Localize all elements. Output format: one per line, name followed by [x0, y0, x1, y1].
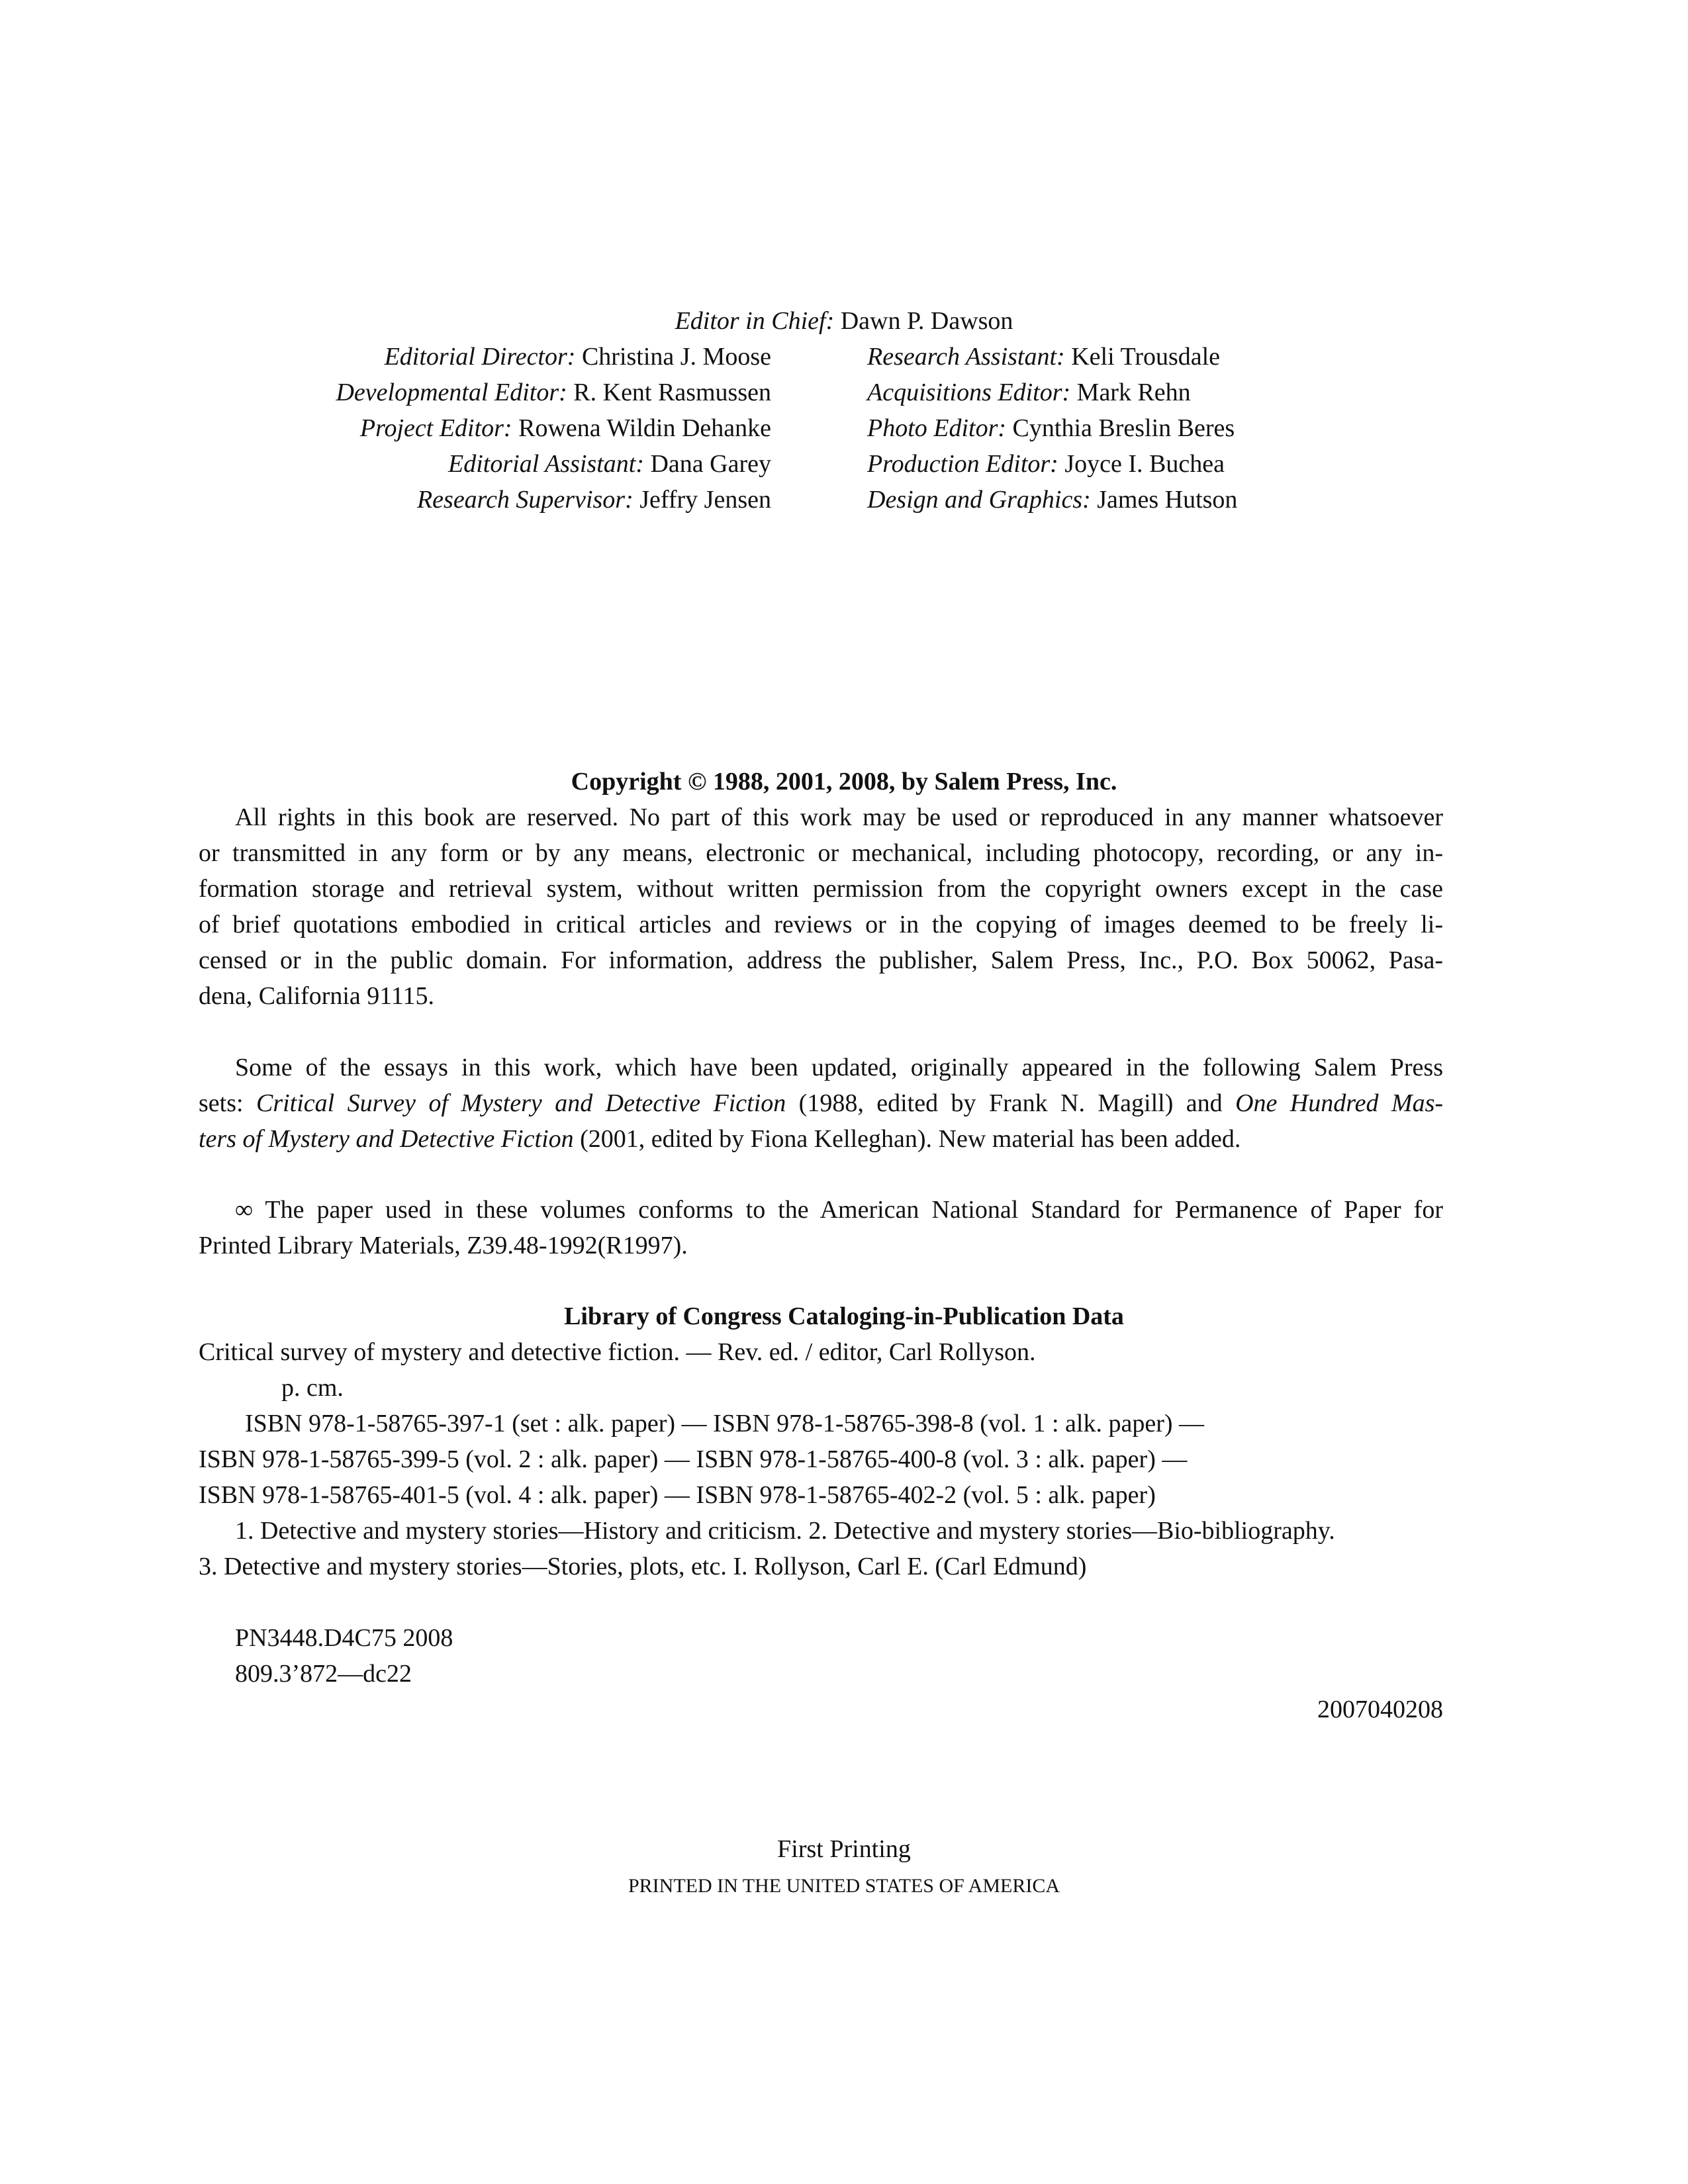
role-label: Developmental Editor:: [336, 379, 567, 406]
person-name: Joyce I. Buchea: [1064, 450, 1225, 478]
role-label: Editorial Director:: [384, 343, 576, 371]
role-label: Editorial Assistant:: [448, 450, 644, 478]
copyright-line: of brief quotations embodied in critical articles and reviews or in the copying of images deemed to be freely li-: [199, 911, 1443, 938]
role-label: Project Editor:: [359, 414, 512, 442]
cip-block: [199, 1334, 1443, 1727]
cip-lcc: PN3448.D4C75 2008: [235, 1624, 453, 1652]
copyright-heading: Copyright © 1988, 2001, 2008, by Salem Press, Inc.: [571, 768, 1117, 796]
copyright-notice: [199, 799, 1443, 1014]
credit-right-1: [867, 339, 1220, 375]
editor-in-chief: [0, 303, 1688, 339]
cip-title-line: Critical survey of mystery and detective fiction. — Rev. ed. / editor, Carl Rollyson.: [199, 1338, 1036, 1366]
copyright-line: All rights in this book are reserved. No part of this work may be used or reproduced in any manner whatsoever: [235, 803, 1443, 831]
role-label: Acquisitions Editor:: [867, 379, 1071, 406]
cip-isbn-line: ISBN 978-1-58765-397-1 (set : alk. paper) — ISBN 978-1-58765-398-8 (vol. 1 : alk. paper) —: [245, 1410, 1205, 1437]
credit-left-2: [336, 375, 771, 410]
copyright-line: formation storage and retrieval system, without written permission from the copyright owners except in the case: [199, 875, 1443, 903]
role-label: Editor in Chief:: [675, 307, 835, 335]
cip-heading: Library of Congress Cataloging-in-Publication Data: [564, 1302, 1124, 1330]
person-name: Cynthia Breslin Beres: [1012, 414, 1235, 442]
cip-ddc: 809.3’872—dc22: [235, 1660, 412, 1688]
first-printing: First Printing: [777, 1835, 911, 1863]
cip-isbn-line: ISBN 978-1-58765-401-5 (vol. 4 : alk. paper) — ISBN 978-1-58765-402-2 (vol. 5 : alk. paper): [199, 1481, 1156, 1509]
origin-line: ters of Mystery and Detective Fiction (2001, edited by Fiona Kelleghan). New material has been added.: [199, 1125, 1241, 1153]
credit-left-5: [417, 482, 771, 518]
role-label: Photo Editor:: [867, 414, 1007, 442]
person-name: Jeffry Jensen: [639, 486, 771, 514]
paper-line: ∞ The paper used in these volumes conforms to the American National Standard for Permanence of Paper for: [235, 1196, 1443, 1224]
copyright-line: censed or in the public domain. For information, address the publisher, Salem Press, Inc., P.O. Box 50062, Pasa-: [199, 946, 1443, 974]
role-label: Production Editor:: [867, 450, 1058, 478]
origin-note: [199, 1050, 1443, 1157]
person-name: Keli Trousdale: [1071, 343, 1221, 371]
person-name: Dana Garey: [650, 450, 771, 478]
role-label: Research Supervisor:: [416, 486, 633, 514]
person-name: Mark Rehn: [1076, 379, 1191, 406]
role-label: Research Assistant:: [867, 343, 1065, 371]
cip-isbn-line: ISBN 978-1-58765-399-5 (vol. 2 : alk. paper) — ISBN 978-1-58765-400-8 (vol. 3 : alk. paper) —: [199, 1445, 1188, 1473]
cip-lccn: 2007040208: [1317, 1696, 1443, 1723]
cip-subject-line: 3. Detective and mystery stories—Stories, plots, etc. I. Rollyson, Carl E. (Carl Edmund): [199, 1553, 1087, 1580]
credit-right-2: [867, 375, 1191, 410]
person-name: James Hutson: [1097, 486, 1238, 514]
credit-right-4: [867, 446, 1225, 482]
copyright-line: or transmitted in any form or by any means, electronic or mechanical, including photocopy, recording, or any in-: [199, 839, 1443, 867]
printed-in-usa: PRINTED IN THE UNITED STATES OF AMERICA: [628, 1875, 1060, 1897]
person-name: R. Kent Rasmussen: [573, 379, 771, 406]
credit-right-5: [867, 482, 1237, 518]
copyright-line: dena, California 91115.: [199, 982, 434, 1010]
book-title: One Hundred Mas-: [1235, 1089, 1444, 1117]
paper-line: Printed Library Materials, Z39.48-1992(R1997).: [199, 1232, 688, 1259]
paper-note: [199, 1192, 1443, 1263]
origin-line: Some of the essays in this work, which have been updated, originally appeared in the following Salem Press: [235, 1054, 1443, 1081]
credit-right-3: [867, 410, 1235, 446]
book-title: Critical Survey of Mystery and Detective Fiction: [256, 1089, 786, 1117]
cip-subject-line: 1. Detective and mystery stories—History and criticism. 2. Detective and mystery stories—Bio-bibliography.: [235, 1517, 1335, 1545]
book-title: ters of Mystery and Detective Fiction: [199, 1125, 574, 1153]
credit-left-3: [360, 410, 771, 446]
role-label: Design and Graphics:: [867, 486, 1091, 514]
person-name: Christina J. Moose: [581, 343, 771, 371]
cip-pcm: p. cm.: [281, 1374, 344, 1402]
credit-left-4: [448, 446, 771, 482]
credit-left-1: [385, 339, 771, 375]
origin-line: sets: Critical Survey of Mystery and Detective Fiction (1988, edited by Frank N. Magill) and One Hundred Mas-: [199, 1089, 1444, 1117]
person-name: Dawn P. Dawson: [840, 307, 1013, 335]
person-name: Rowena Wildin Dehanke: [518, 414, 771, 442]
